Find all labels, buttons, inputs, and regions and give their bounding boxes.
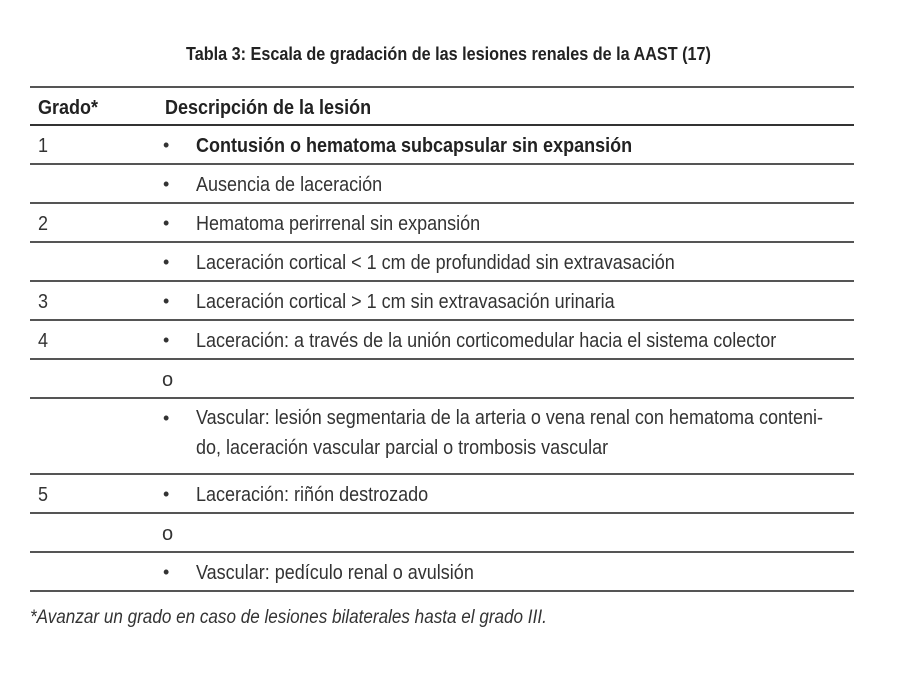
- table-row: [30, 243, 854, 282]
- description-cell: Vascular: pedículo renal o avulsión: [196, 562, 474, 584]
- bullet-icon: •: [163, 252, 170, 272]
- grade-cell: 4: [38, 330, 49, 352]
- description-line-2: do, laceración vascular parcial o trombosis vascular: [196, 437, 609, 459]
- table-row: [30, 475, 854, 514]
- table-row: [30, 553, 854, 592]
- table-title: Tabla 3: Escala de gradación de las lesiones renales de la AAST (17): [186, 44, 711, 64]
- table-row: [30, 204, 854, 243]
- grade-cell: 5: [38, 484, 49, 506]
- description-cell: Laceración cortical < 1 cm de profundidad sin extravasación: [196, 252, 675, 274]
- grade-cell: 2: [38, 213, 49, 235]
- grade-cell: 3: [38, 291, 49, 313]
- table-row: [30, 165, 854, 204]
- bullet-icon: •: [163, 213, 170, 233]
- bullet-icon: •: [163, 484, 170, 504]
- description-cell: Contusión o hematoma subcapsular sin expansión: [196, 135, 633, 157]
- table-header-row: [30, 86, 854, 126]
- conjunction-or: o: [162, 369, 174, 391]
- grade-cell: 1: [38, 135, 49, 157]
- grading-table: [30, 86, 854, 592]
- description-cell: Laceración cortical > 1 cm sin extravasación urinaria: [196, 291, 615, 313]
- table-row: [30, 514, 854, 553]
- description-cell: Ausencia de laceración: [196, 174, 383, 196]
- description-cell: Laceración: riñón destrozado: [196, 484, 429, 506]
- description-line-1: Vascular: lesión segmentaria de la arteria o vena renal con hematoma conteni-: [196, 407, 824, 429]
- table-row: [30, 126, 854, 165]
- table-row: [30, 360, 854, 399]
- bullet-icon: •: [163, 135, 170, 155]
- bullet-icon: •: [163, 330, 170, 350]
- bullet-icon: •: [163, 174, 170, 194]
- table-row: [30, 399, 854, 475]
- description-cell: [196, 403, 853, 463]
- table-row: [30, 282, 854, 321]
- bullet-icon: •: [163, 562, 170, 582]
- table-row: [30, 321, 854, 360]
- bullet-icon: •: [163, 408, 170, 428]
- header-description: Descripción de la lesión: [165, 97, 372, 119]
- header-grade: Grado*: [38, 97, 99, 119]
- table-footnote: *Avanzar un grado en caso de lesiones bilaterales hasta el grado III.: [30, 607, 547, 628]
- conjunction-or: o: [162, 523, 174, 545]
- description-cell: Laceración: a través de la unión corticomedular hacia el sistema colector: [196, 330, 777, 352]
- bullet-icon: •: [163, 291, 170, 311]
- description-cell: Hematoma perirrenal sin expansión: [196, 213, 481, 235]
